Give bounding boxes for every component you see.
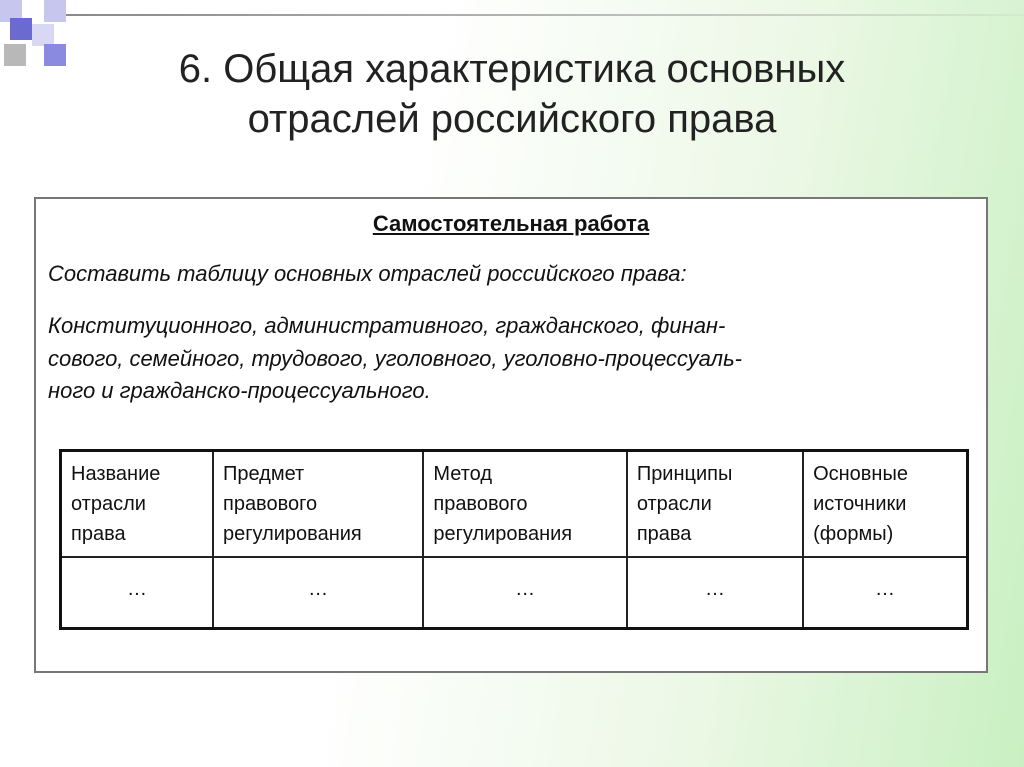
header-text: регулирования (222, 523, 362, 545)
table-cell: … (803, 557, 967, 629)
branches-table (59, 449, 969, 630)
page-title (60, 44, 964, 144)
header-text: Предмет (222, 463, 305, 485)
header-text: Основные (813, 463, 908, 485)
header-text: права (636, 523, 692, 545)
header-text: отрасли (71, 493, 146, 515)
table-cell: … (627, 557, 803, 629)
header-subject (213, 451, 423, 558)
header-method (423, 451, 626, 558)
header-text: Принципы (636, 463, 733, 485)
header-text: регулирования (433, 523, 573, 545)
branches-text-line-1: Конституционного, административного, гражданского, финан- (48, 313, 726, 338)
branches-text-line-3: ного и гражданско-процессуального. (48, 378, 431, 403)
table-cell: … (423, 557, 626, 629)
header-text: отрасли (636, 493, 712, 515)
table-cell: … (61, 557, 213, 629)
table-row (61, 557, 968, 629)
header-text: правового (222, 493, 318, 515)
header-text: (формы) (813, 523, 894, 545)
header-principles (627, 451, 803, 558)
header-sources (803, 451, 967, 558)
title-line-1: 6. Общая характеристика основных (178, 47, 846, 91)
header-text: Метод (433, 463, 492, 485)
header-text: права (71, 523, 126, 545)
header-branch-name (61, 451, 213, 558)
assignment-subtitle: Самостоятельная работа (372, 211, 650, 236)
header-divider (66, 14, 1024, 16)
task-text: Составить таблицу основных отраслей российского права: (48, 261, 687, 286)
table-header-row (61, 451, 968, 558)
branches-text-line-2: сового, семейного, трудового, уголовного, уголовно-процессуаль- (48, 346, 742, 371)
header-text: источники (813, 493, 907, 515)
header-text: правового (433, 493, 528, 515)
table-cell: … (213, 557, 423, 629)
assignment-frame (34, 197, 988, 673)
header-text: Название (71, 463, 161, 485)
title-line-2: отраслей российского права (247, 97, 777, 141)
